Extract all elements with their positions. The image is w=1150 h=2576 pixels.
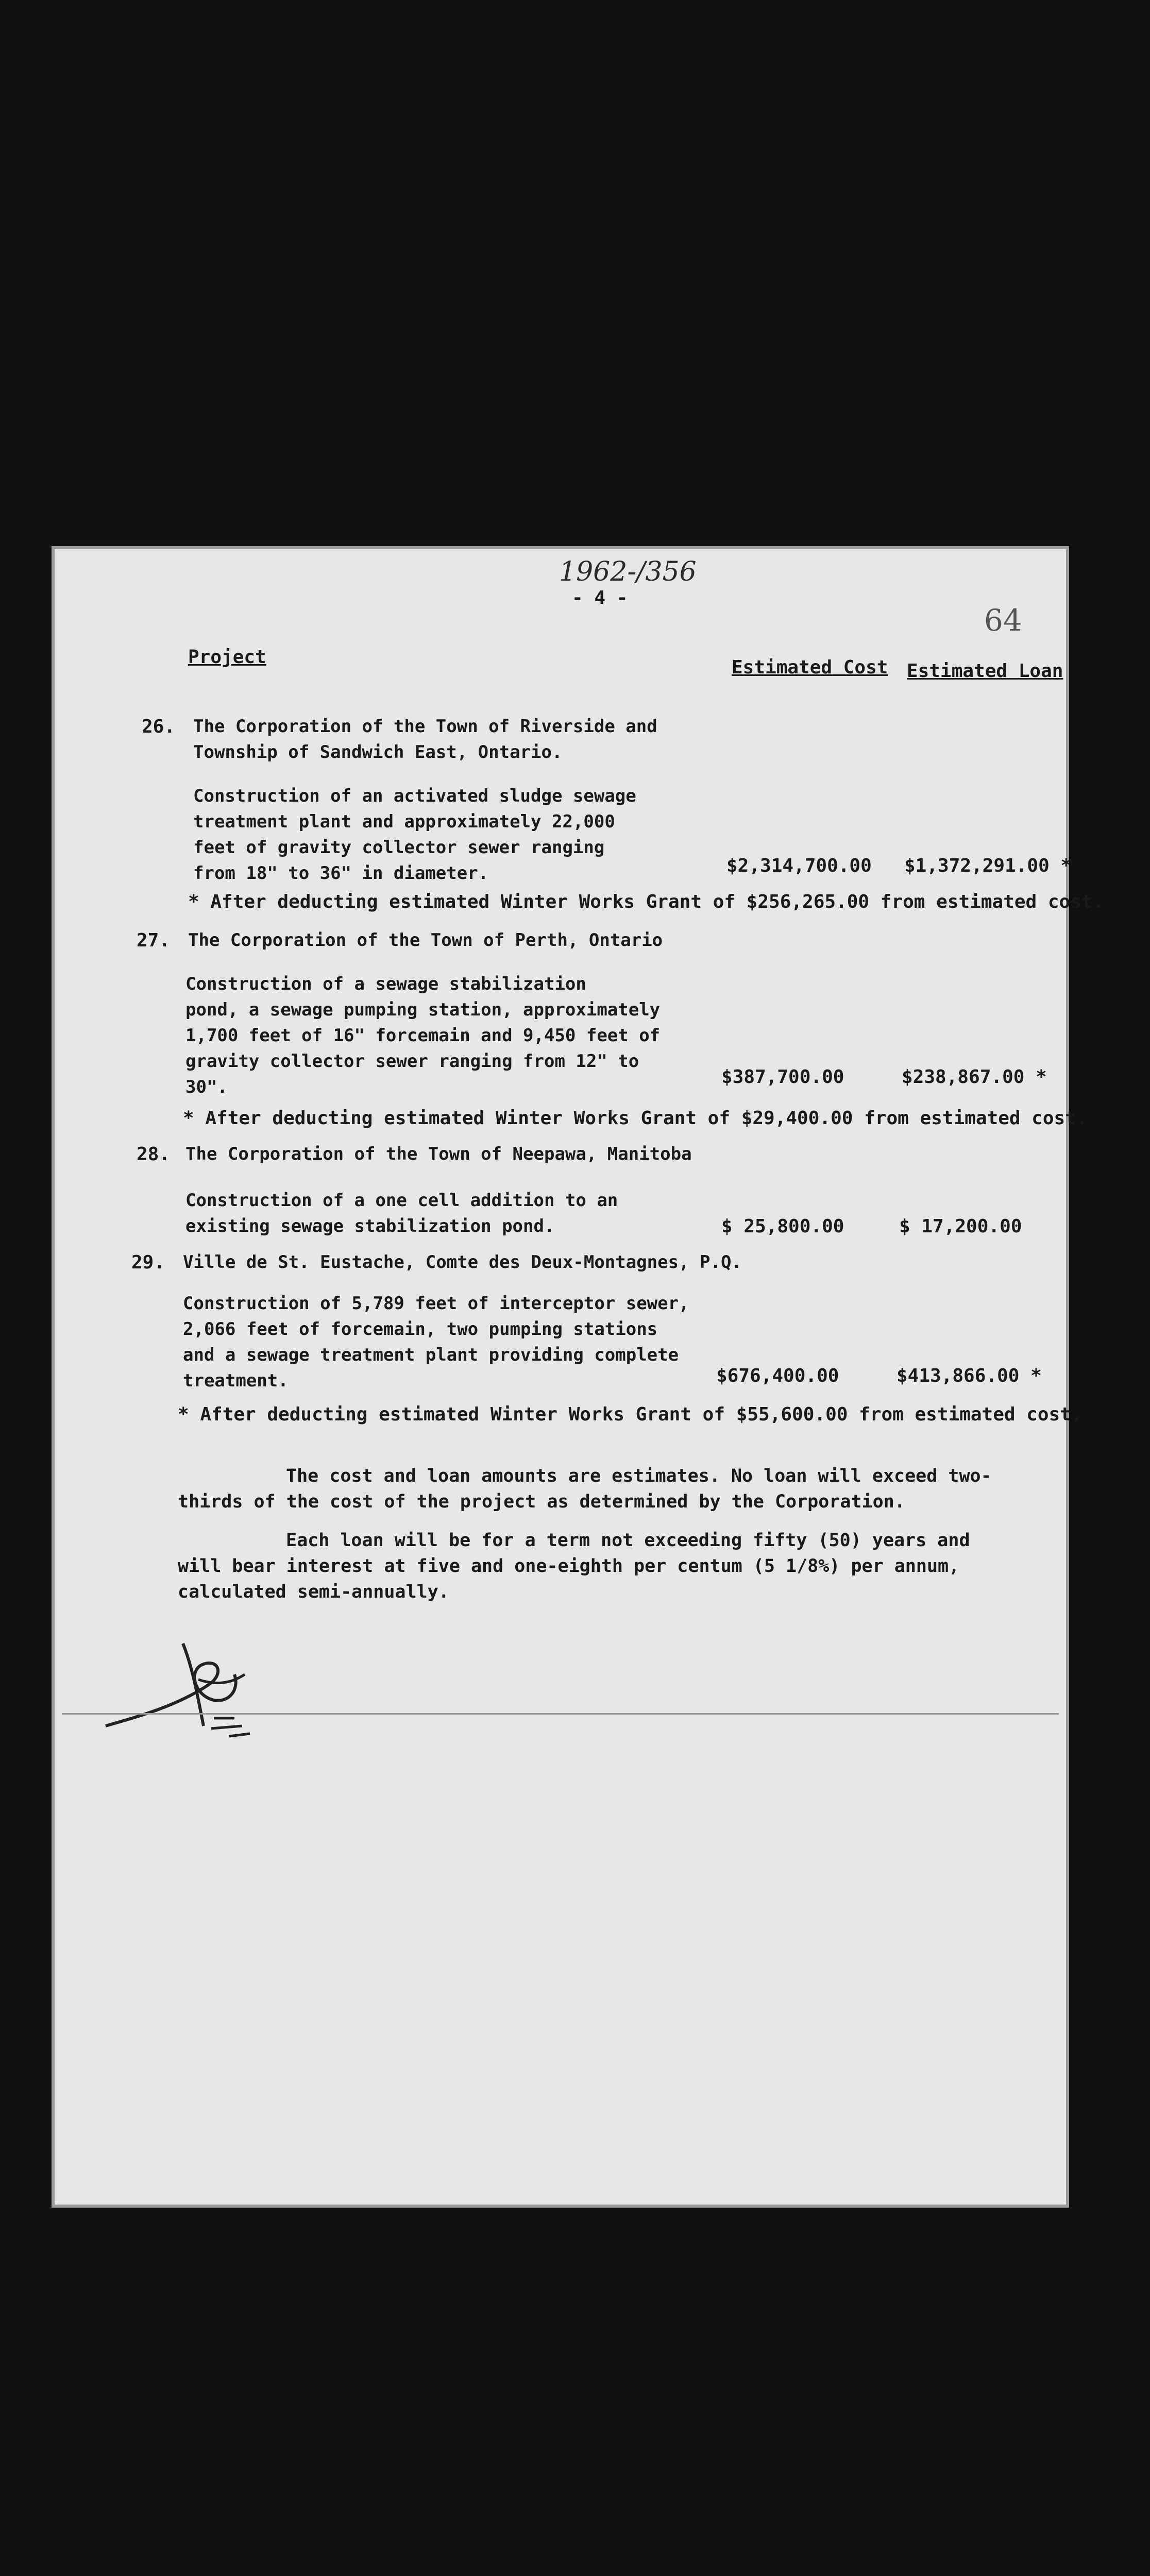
page-number: 64	[984, 603, 1022, 638]
fold-line	[62, 1713, 1059, 1715]
file-reference: 1962-/356	[559, 556, 697, 587]
project-number: 27.	[137, 930, 171, 951]
estimated-loan: $1,372,291.00 *	[904, 855, 1072, 876]
project-description: Construction of an activated sludge sewage treatment plant and approximately 22,000 feet of gravity collector sewer ranging from 18" to 36" in diameter.	[193, 786, 636, 884]
estimated-cost: $387,700.00	[721, 1066, 844, 1088]
loan-terms-paragraph: Each loan will be for a term not exceeding fifty (50) years and will bear interest at five and one-eighth per centum (5 1/8%) per annum, calculated semi-annually.	[178, 1530, 970, 1602]
project-number: 26.	[142, 716, 176, 737]
column-header-project: Project	[188, 647, 266, 668]
signature-initials	[95, 1597, 291, 1752]
project-description: Construction of 5,789 feet of interceptor sewer, 2,066 feet of forcemain, two pumping stations and a sewage treatment plant providing complete treatment.	[183, 1293, 689, 1391]
estimated-loan: $238,867.00 *	[902, 1066, 1047, 1088]
project-title: The Corporation of the Town of Perth, Ontario	[188, 930, 663, 951]
grant-note: * After deducting estimated Winter Works Grant of $55,600.00 from estimated cost.	[178, 1404, 1083, 1425]
project-description: Construction of a one cell addition to an existing sewage stabilization pond.	[185, 1190, 618, 1236]
estimated-loan: $ 17,200.00	[899, 1216, 1022, 1237]
project-title: The Corporation of the Town of Neepawa, Manitoba	[185, 1144, 692, 1164]
grant-note: * After deducting estimated Winter Works Grant of $29,400.00 from estimated cost.	[183, 1108, 1088, 1129]
estimated-cost: $2,314,700.00	[726, 855, 872, 876]
column-header-estimated-cost: Estimated Cost	[732, 657, 888, 678]
project-title: Ville de St. Eustache, Comte des Deux-Montagnes, P.Q.	[183, 1252, 742, 1273]
project-number: 29.	[131, 1252, 165, 1273]
project-description: Construction of a sewage stabilization pond, a sewage pumping station, approximately 1,700 feet of 16" forcemain and 9,450 feet of gravity collector sewer ranging from 12" to 30".	[185, 974, 661, 1097]
project-title: The Corporation of the Town of Riverside and Township of Sandwich East, Ontario.	[193, 716, 657, 762]
grant-note: * After deducting estimated Winter Works Grant of $256,265.00 from estimated cost.	[188, 891, 1104, 912]
page-marker: - 4 -	[572, 587, 628, 608]
estimates-paragraph: The cost and loan amounts are estimates. No loan will exceed two- thirds of the cost of the project as determined by the Corporation.	[178, 1466, 992, 1512]
estimated-loan: $413,866.00 *	[897, 1365, 1042, 1386]
estimated-cost: $ 25,800.00	[721, 1216, 844, 1237]
document-page	[52, 546, 1104, 2208]
project-number: 28.	[137, 1144, 171, 1165]
estimated-cost: $676,400.00	[716, 1365, 839, 1386]
column-header-estimated-loan: Estimated Loan	[907, 660, 1063, 682]
